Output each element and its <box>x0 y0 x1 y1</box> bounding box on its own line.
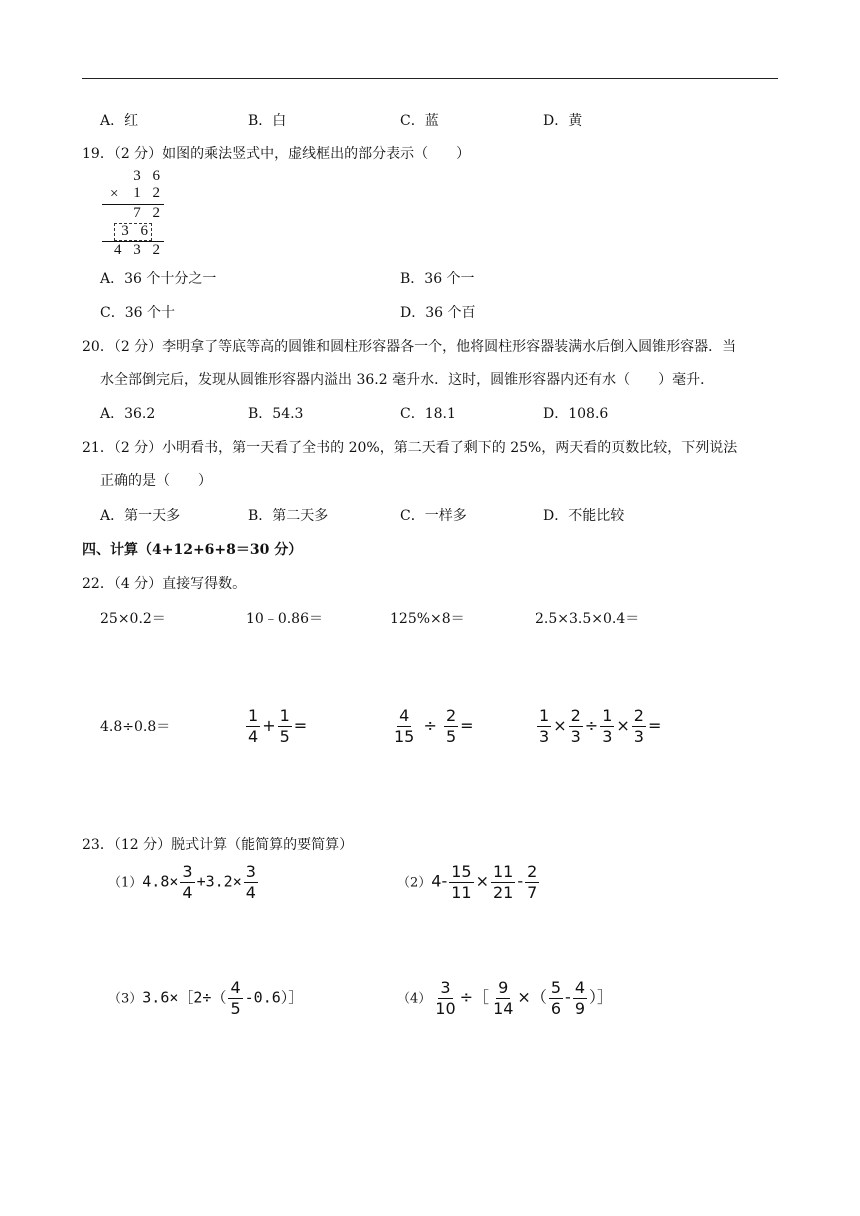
fraction: $\frac{3}{4}$ <box>245 862 256 902</box>
q19-option-c: C．36 个十 <box>100 305 175 321</box>
fraction: $\frac{9}{14}$ <box>493 978 514 1018</box>
header-rule <box>82 78 778 79</box>
q18-option-c: C．蓝 <box>400 113 439 129</box>
q23-part-2: （2）4- $\frac{15}{11}$ × $\frac{11}{21}$ - $\frac{2}{7}$ <box>397 862 538 902</box>
q20-option-b: B．54.3 <box>248 406 304 422</box>
q20-option-c: C．18.1 <box>400 406 456 422</box>
q21-option-a: A．第一天多 <box>100 508 181 524</box>
q22-item-8: $\frac{1}{3}$ × $\frac{2}{3}$ ÷ $\frac{1}{3}$ × $\frac{2}{3}$ = <box>539 706 662 746</box>
section-4-title: 四、计算（4+12+6+8＝30 分） <box>82 542 303 558</box>
q22-item-4: 2.5×3.5×0.4＝ <box>535 611 640 627</box>
fraction: $\frac{3}{4}$ <box>182 862 193 902</box>
q19-option-b: B．36 个一 <box>400 271 475 287</box>
q19-option-a: A．36 个十分之一 <box>100 271 217 287</box>
fraction: $\frac{5}{6}$ <box>550 978 562 1018</box>
fraction: $\frac{4}{5}$ <box>230 978 241 1018</box>
vertical-top-number: 3 6 <box>133 168 164 184</box>
fraction: $\frac{2}{7}$ <box>527 862 538 902</box>
q22-item-2: 10﹣0.86＝ <box>246 611 323 627</box>
q21-line-1: 21．（2 分）小明看书，第一天看了全书的 20%，第二天看了剩下的 25%，两天看的页数比较，下列说法 <box>82 440 738 456</box>
fraction: $\frac{2}{3}$ <box>633 706 644 746</box>
q19-vertical-multiplication <box>100 168 180 260</box>
vertical-partial-2: 3 6 <box>121 223 152 239</box>
q20-option-a: A．36.2 <box>100 406 156 422</box>
q22-item-6: $\frac{1}{4}$ + $\frac{1}{5}$ = <box>248 706 308 746</box>
q18-option-a: A．红 <box>100 113 139 129</box>
q18-option-b: B．白 <box>248 113 287 129</box>
fraction: $\frac{2}{5}$ <box>445 706 457 746</box>
fraction: $\frac{15}{11}$ <box>451 862 472 902</box>
q22-item-7: $\frac{4}{15}$ ÷ $\frac{2}{5}$ = <box>394 706 474 746</box>
q23-part-3: （3）3.6×［2÷（ $\frac{4}{5}$ -0.6）］ <box>108 978 304 1018</box>
vertical-result: 4 3 2 <box>114 242 164 258</box>
fraction: $\frac{1}{3}$ <box>602 706 613 746</box>
q23-part-4: （4） $\frac{3}{10}$ ÷［ $\frac{9}{14}$ ×（ $\frac{5}{6}$ - $\frac{4}{9}$ ）］ <box>397 978 614 1018</box>
q19-stem: 19．（2 分）如图的乘法竖式中，虚线框出的部分表示（ ） <box>82 146 471 162</box>
fraction: $\frac{1}{5}$ <box>279 706 290 746</box>
q23-part-1: （1）4.8× $\frac{3}{4}$ +3.2× $\frac{3}{4}$ <box>108 862 256 902</box>
q18-option-d: D．黄 <box>543 113 583 129</box>
vertical-multiplier: 1 2 <box>133 185 164 201</box>
fraction: $\frac{3}{10}$ <box>435 978 456 1018</box>
q20-line-1: 20．（2 分）李明拿了等底等高的圆锥和圆柱形容器各一个，他将圆柱形容器装满水后倒入圆锥形容器．当 <box>82 339 737 355</box>
fraction: $\frac{11}{21}$ <box>493 862 514 902</box>
q19-option-d: D．36 个百 <box>400 305 476 321</box>
fraction: $\frac{4}{9}$ <box>574 978 585 1018</box>
fraction: $\frac{1}{4}$ <box>248 706 259 746</box>
fraction: $\frac{1}{3}$ <box>539 706 550 746</box>
q22-item-1: 25×0.2＝ <box>100 611 166 627</box>
q21-line-2: 正确的是（ ） <box>100 473 212 489</box>
q21-option-d: D．不能比较 <box>543 508 625 524</box>
q20-line-2: 水全部倒完后，发现从圆锥形容器内溢出 36.2 毫升水．这时，圆锥形容器内还有水（ ）毫升． <box>100 372 715 388</box>
q21-option-c: C．一样多 <box>400 508 467 524</box>
vertical-mult-sign: × <box>110 186 119 202</box>
q20-option-d: D．108.6 <box>543 406 609 422</box>
q21-option-b: B．第二天多 <box>248 508 329 524</box>
fraction: $\frac{4}{15}$ <box>394 706 415 746</box>
q23-stem: 23．（12 分）脱式计算（能简算的要简算） <box>82 837 354 853</box>
q22-stem: 22．（4 分）直接写得数。 <box>82 576 247 592</box>
vertical-partial-1: 7 2 <box>133 205 164 221</box>
fraction: $\frac{2}{3}$ <box>570 706 581 746</box>
q22-item-3: 125%×8＝ <box>390 611 465 627</box>
q22-item-5: 4.8÷0.8＝ <box>100 719 171 735</box>
